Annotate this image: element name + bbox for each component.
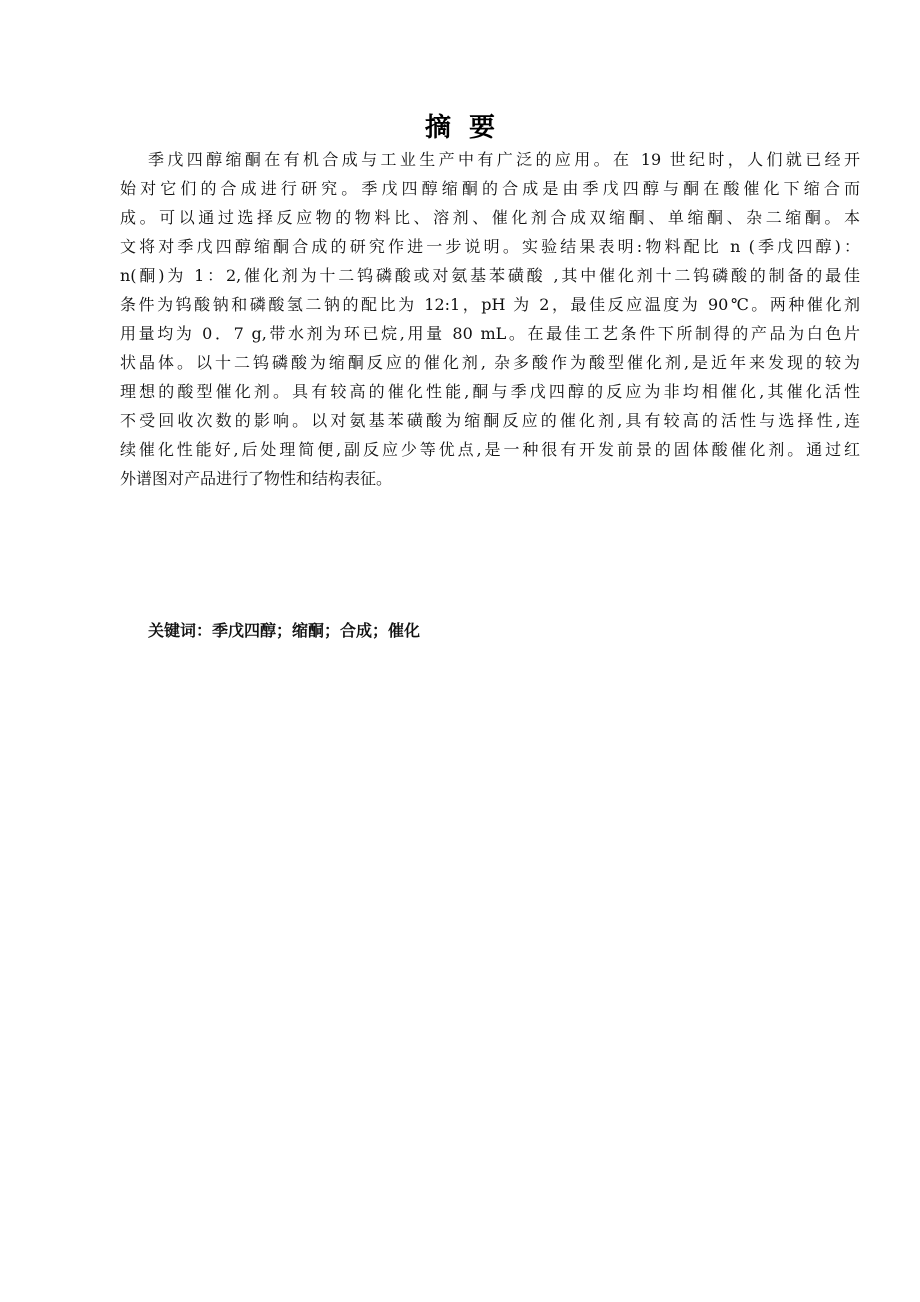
abstract-title [0,110,920,146]
abstract-line: 用量均为 0．7 g,带水剂为环已烷,用量 80 mL。在最佳工艺条件下所制得的产品为白色片 [120,324,860,343]
abstract-body [120,145,860,493]
abstract-line: 续催化性能好,后处理简便,副反应少等优点,是一种很有开发前景的固体酸催化剂。通过红 [120,440,860,459]
abstract-line: 文将对季戊四醇缩酮合成的研究作进一步说明。实验结果表明:物料配比 n (季戊四醇)： [120,237,860,256]
keywords-line: 关键词：季戊四醇；缩酮；合成；催化 [148,621,421,640]
abstract-line: 外谱图对产品进行了物性和结构表征。 [120,469,393,488]
abstract-line: 理想的酸型催化剂。具有较高的催化性能,酮与季戊四醇的反应为非均相催化,其催化活性 [120,382,860,401]
abstract-line: 始对它们的合成进行研究。季戊四醇缩酮的合成是由季戊四醇与酮在酸催化下缩合而 [120,179,860,198]
abstract-line: 成。可以通过选择反应物的物料比、溶剂、催化剂合成双缩酮、单缩酮、杂二缩酮。本 [120,208,860,227]
abstract-line: n(酮)为 1：2,催化剂为十二钨磷酸或对氨基苯磺酸 ,其中催化剂十二钨磷酸的制备的最佳 [120,266,860,285]
abstract-line: 条件为钨酸钠和磷酸氢二钠的配比为 12:1，pH 为 2，最佳反应温度为 90℃。两种催化剂 [120,295,860,314]
title-char-1: 摘 [424,113,451,143]
title-char-2: 要 [469,113,496,143]
abstract-line: 不受回收次数的影响。以对氨基苯磺酸为缩酮反应的催化剂,具有较高的活性与选择性,连 [120,411,860,430]
abstract-line: 季戊四醇缩酮在有机合成与工业生产中有广泛的应用。在 19 世纪时，人们就已经开 [148,150,860,169]
abstract-line: 状晶体。以十二钨磷酸为缩酮反应的催化剂, 杂多酸作为酸型催化剂,是近年来发现的较为 [120,353,860,372]
